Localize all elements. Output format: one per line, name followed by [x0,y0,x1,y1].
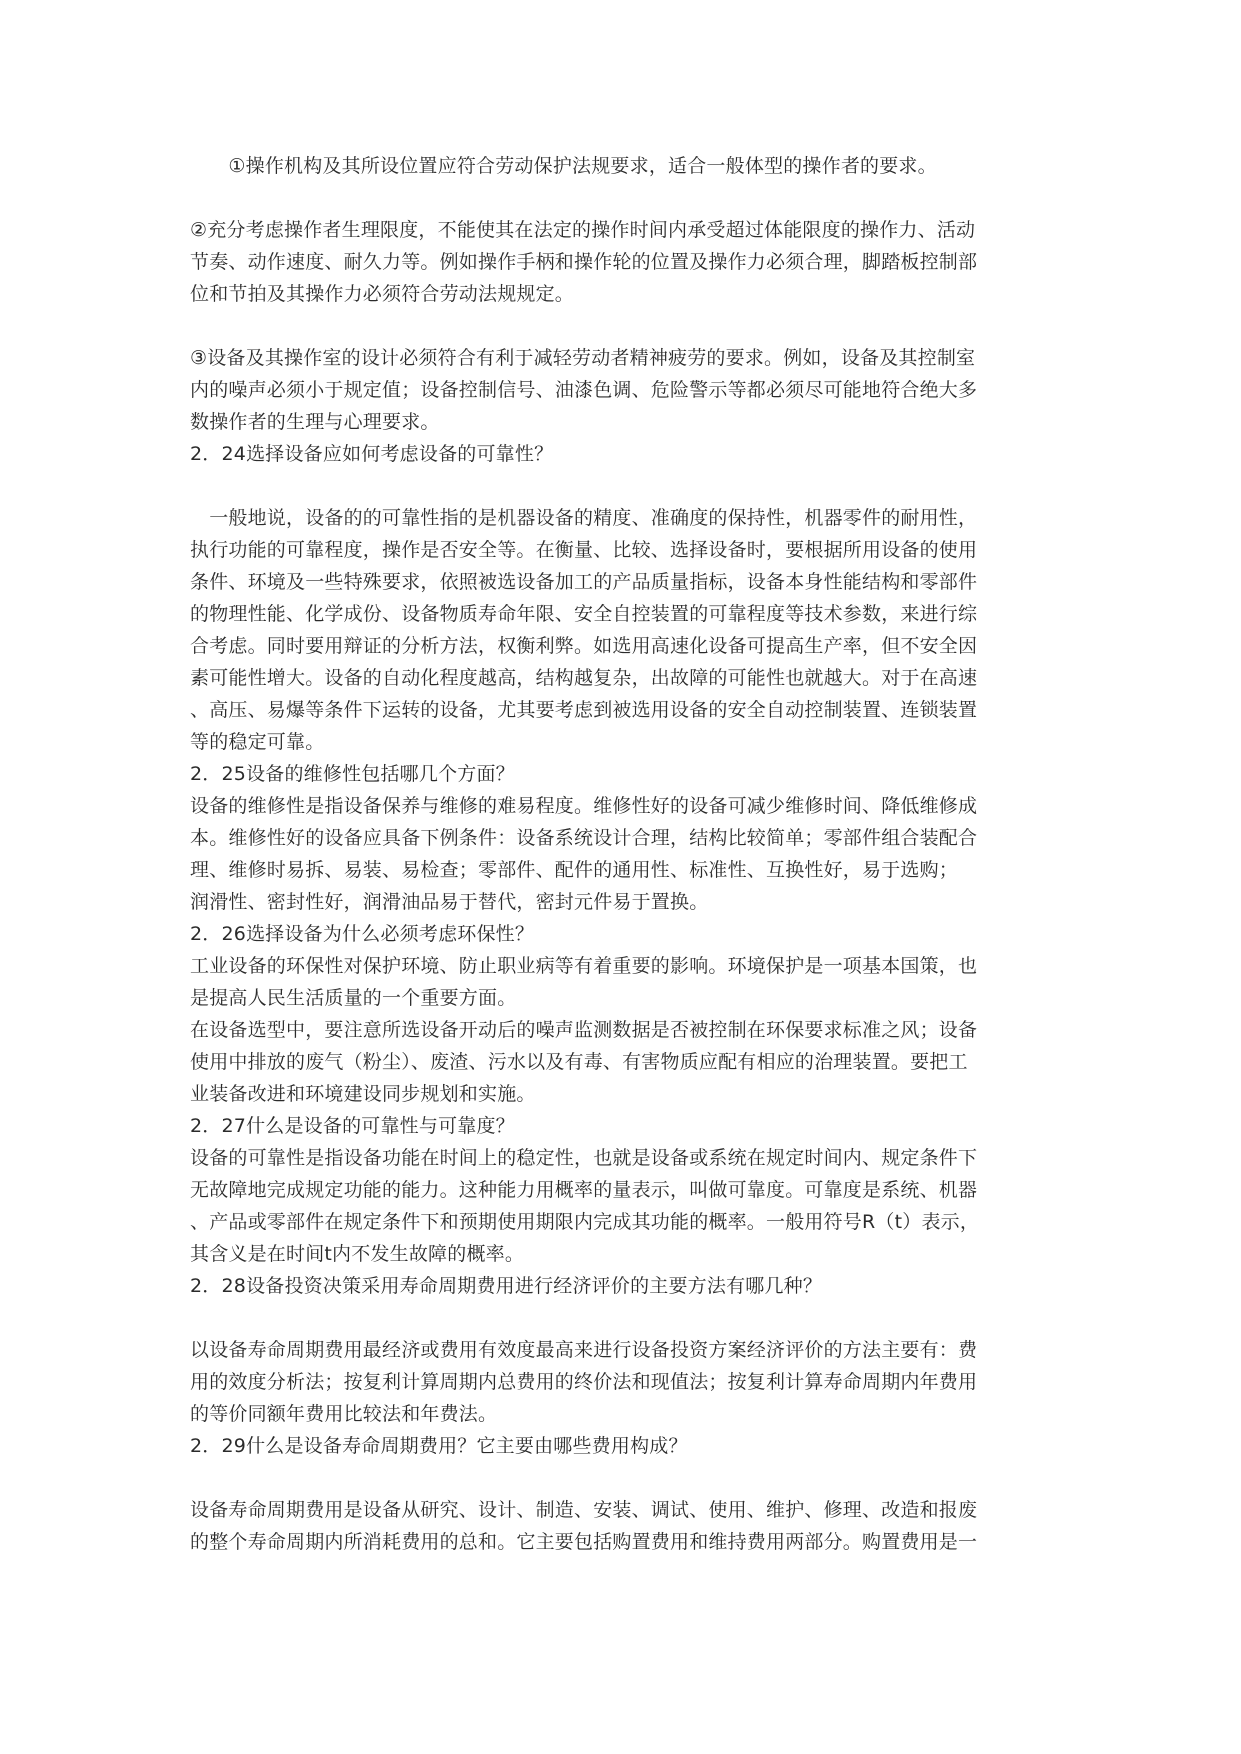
text-line: 2．24选择设备应如何考虑设备的可靠性？ [190,443,554,465]
text-line: 合考虑。同时要用辩证的分析方法，权衡利弊。如选用高速化设备可提高生产率，但不安全因 [190,635,978,657]
text-line: ③设备及其操作室的设计必须符合有利于减轻劳动者精神疲劳的要求。例如，设备及其控制室 [190,347,976,369]
text-line: 用的效度分析法；按复利计算周期内总费用的终价法和现值法；按复利计算寿命周期内年费用 [190,1371,978,1393]
text-line: 节奏、动作速度、耐久力等。例如操作手柄和操作轮的位置及操作力必须合理，脚踏板控制部 [190,251,978,273]
blank-line [190,182,1052,214]
text-line: 条件、环境及一些特殊要求，依照被选设备加工的产品质量指标，设备本身性能结构和零部件 [190,571,978,593]
text-line: 在设备选型中，要注意所选设备开动后的噪声监测数据是否被控制在环保要求标准之风；设备 [190,1019,978,1041]
text-line: 无故障地完成规定功能的能力。这种能力用概率的量表示，叫做可靠度。可靠度是系统、机器 [190,1179,978,1201]
text-line: 数操作者的生理与心理要求。 [190,411,440,433]
text-line: 的物理性能、化学成份、设备物质寿命年限、安全自控装置的可靠程度等技术参数，来进行综 [190,603,978,625]
text-line: 等的稳定可靠。 [190,731,325,753]
text-line: 、产品或零部件在规定条件下和预期使用期限内完成其功能的概率。一般用符号R（t）表示， [190,1211,980,1233]
text-line: 其含义是在时间t内不发生故障的概率。 [190,1243,525,1265]
text-line: 使用中排放的废气（粉尘）、废渣、污水以及有毒、有害物质应配有相应的治理装置。要把工 [190,1051,968,1073]
text-line: 执行功能的可靠程度，操作是否安全等。在衡量、比较、选择设备时，要根据所用设备的使用 [190,539,978,561]
text-line: 润滑性、密封性好，润滑油品易于替代，密封元件易于置换。 [190,891,709,913]
text-line: 、高压、易爆等条件下运转的设备，尤其要考虑到被选用设备的安全自动控制装置、连锁装置 [190,699,978,721]
text-line: 理、维修时易拆、易装、易检查；零部件、配件的通用性、标准性、互换性好，易于选购； [190,859,959,881]
text-line: 素可能性增大。设备的自动化程度越高，结构越复杂，出故障的可能性也就越大。对于在高速 [190,667,978,689]
text-line: 业装备改进和环境建设同步规划和实施。 [190,1083,536,1105]
blank-line [190,470,1052,502]
blank-line [190,310,1052,342]
text-line: 一般地说，设备的的可靠性指的是机器设备的精度、准确度的保持性，机器零件的耐用性， [190,507,978,529]
text-line: 设备的维修性是指设备保养与维修的难易程度。维修性好的设备可减少维修时间、降低维修成 [190,795,978,817]
text-line: 2．25设备的维修性包括哪几个方面？ [190,763,515,785]
text-line: 位和节拍及其操作力必须符合劳动法规规定。 [190,283,575,305]
document-body [190,150,1052,1558]
text-line: 的等价同额年费用比较法和年费法。 [190,1403,498,1425]
text-line: 以设备寿命周期费用最经济或费用有效度最高来进行设备投资方案经济评价的方法主要有：费 [190,1339,978,1361]
text-line: 是提高人民生活质量的一个重要方面。 [190,987,517,1009]
text-line: 的整个寿命周期内所消耗费用的总和。它主要包括购置费用和维持费用两部分。购置费用是一 [190,1531,978,1553]
blank-line [190,1462,1052,1494]
text-line: ①操作机构及其所设位置应符合劳动保护法规要求，适合一般体型的操作者的要求。 [190,155,937,177]
text-line: 内的噪声必须小于规定值；设备控制信号、油漆色调、危险警示等都必须尽可能地符合绝大多 [190,379,978,401]
text-line: 2．29什么是设备寿命周期费用？它主要由哪些费用构成？ [190,1435,688,1457]
blank-line [190,1302,1052,1334]
text-line: 2．28设备投资决策采用寿命周期费用进行经济评价的主要方法有哪几种？ [190,1275,823,1297]
text-line: 本。维修性好的设备应具备下例条件：设备系统设计合理，结构比较简单；零部件组合装配合 [190,827,978,849]
text-line: 2．26选择设备为什么必须考虑环保性？ [190,923,535,945]
text-line: 设备寿命周期费用是设备从研究、设计、制造、安装、调试、使用、维护、修理、改造和报废 [190,1499,978,1521]
text-line: 工业设备的环保性对保护环境、防止职业病等有着重要的影响。环境保护是一项基本国策，也 [190,955,978,977]
text-line: 2．27什么是设备的可靠性与可靠度？ [190,1115,515,1137]
text-line: 设备的可靠性是指设备功能在时间上的稳定性，也就是设备或系统在规定时间内、规定条件下 [190,1147,978,1169]
text-line: ②充分考虑操作者生理限度，不能使其在法定的操作时间内承受超过体能限度的操作力、活动 [190,219,976,241]
